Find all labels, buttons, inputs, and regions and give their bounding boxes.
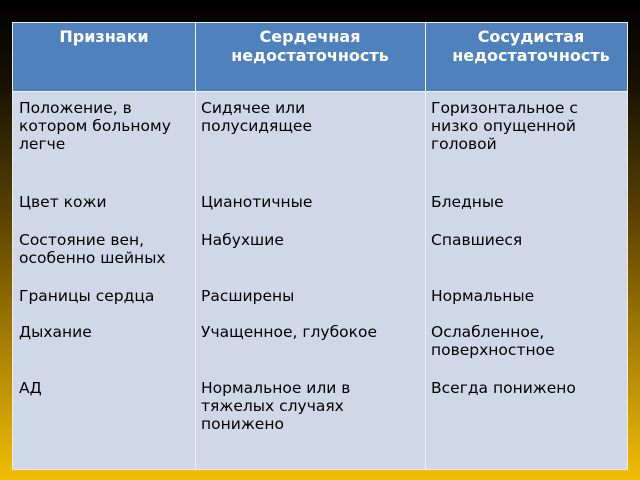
row3-heart: Набухшие: [201, 231, 284, 249]
row4-heart: Расширены: [201, 287, 295, 305]
row4-sign: Границы сердца: [19, 287, 155, 305]
row6-vascular: Всегда понижено: [431, 379, 576, 397]
row1-heart: Сидячее или полусидящее: [201, 99, 313, 135]
header-heart-failure: Сердечная недостаточность: [231, 27, 389, 65]
row3-sign: Состояние вен, особенно шейных: [19, 231, 166, 267]
row5-vascular: Ослабленное, поверхностное: [431, 323, 555, 359]
row6-sign: АД: [19, 379, 42, 397]
row1-sign: Положение, в котором больному легче: [19, 99, 171, 153]
row1-vascular: Горизонтальное с низко опущенной головой: [431, 99, 578, 153]
row2-heart: Цианотичные: [201, 193, 313, 211]
row5-sign: Дыхание: [19, 323, 92, 341]
row3-vascular: Спавшиеся: [431, 231, 523, 249]
row6-heart: Нормальное или в тяжелых случаях понижено: [201, 379, 351, 433]
row2-sign: Цвет кожи: [19, 193, 107, 211]
column-divider: [425, 23, 426, 469]
row5-heart: Учащенное, глубокое: [201, 323, 378, 341]
comparison-table: [12, 22, 628, 470]
header-signs: Признаки: [59, 27, 149, 46]
header-divider: [13, 91, 627, 92]
row4-vascular: Нормальные: [431, 287, 535, 305]
column-divider: [195, 23, 196, 469]
row2-vascular: Бледные: [431, 193, 504, 211]
header-vascular-failure: Сосудистая недостаточность: [452, 27, 610, 65]
